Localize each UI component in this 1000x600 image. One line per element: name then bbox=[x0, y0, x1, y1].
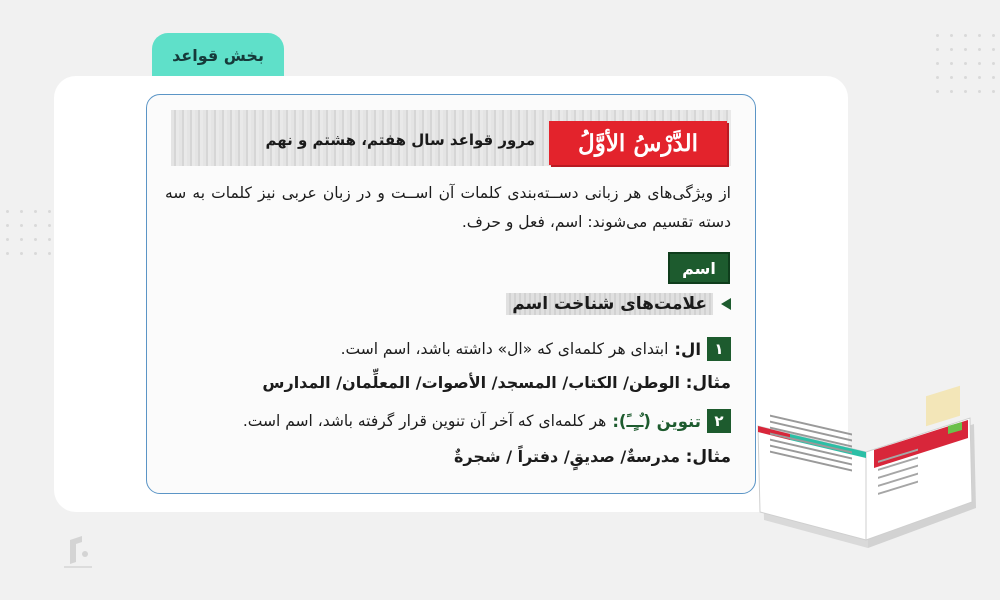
rule-example bbox=[454, 447, 731, 467]
brand-logo-icon bbox=[58, 532, 98, 572]
rule-number-badge: ۲ bbox=[707, 409, 731, 433]
decorative-dot bbox=[950, 48, 953, 51]
decorative-dot bbox=[34, 224, 37, 227]
decorative-dot bbox=[936, 62, 939, 65]
rule-example bbox=[262, 373, 731, 393]
rule-item bbox=[243, 409, 731, 433]
decorative-dot bbox=[964, 48, 967, 51]
triangle-bullet-icon bbox=[721, 298, 731, 310]
rule-item bbox=[341, 337, 731, 361]
example-label: مثال: bbox=[685, 373, 731, 393]
decorative-dot bbox=[978, 76, 981, 79]
example-text: الوطن/ الکتاب/ المسجد/ الأصوات/ المعلِّمان/ المدارس bbox=[262, 373, 681, 392]
decorative-dot bbox=[48, 252, 51, 255]
decorative-dot bbox=[992, 48, 995, 51]
decorative-dot bbox=[936, 34, 939, 37]
decorative-dot bbox=[6, 224, 9, 227]
decorative-dot bbox=[6, 252, 9, 255]
decorative-dot bbox=[978, 90, 981, 93]
decorative-dot bbox=[964, 34, 967, 37]
section-tab-label: بخش قواعد bbox=[172, 45, 264, 65]
decorative-dot bbox=[34, 238, 37, 241]
section-heading bbox=[506, 293, 731, 315]
decorative-dot bbox=[978, 48, 981, 51]
decorative-dot bbox=[20, 224, 23, 227]
example-text: مدرسةٌ/ صدیقٍ/ دفتراً / شجرةٌ bbox=[453, 447, 681, 466]
decorative-dot bbox=[6, 238, 9, 241]
open-book-illustration bbox=[750, 380, 980, 550]
decorative-dot bbox=[964, 90, 967, 93]
decorative-dot bbox=[978, 34, 981, 37]
section-title: علامت‌های شناخت اسم bbox=[506, 293, 713, 315]
decorative-dot bbox=[950, 76, 953, 79]
ism-label-box: اسم bbox=[668, 252, 730, 284]
decorative-dot bbox=[964, 62, 967, 65]
decorative-dot bbox=[20, 252, 23, 255]
intro-paragraph: از ویژگی‌های هر زبانی دســته‌بندی کلمات آن اســت و در زبان عربی نیز کلمات به سه دسته تقسیم می‌شوند: اسم، فعل و حرف. bbox=[165, 184, 731, 231]
decorative-dot bbox=[936, 48, 939, 51]
rule-text: ابتدای هر کلمه‌ای که «ال» داشته باشد، اسم است. bbox=[340, 340, 669, 358]
lesson-title: الدَّرْسُ الأوَّلُ bbox=[549, 121, 727, 165]
book-page-excerpt bbox=[146, 94, 756, 494]
rule-number-badge: ۱ bbox=[707, 337, 731, 361]
decorative-dot bbox=[936, 90, 939, 93]
decorative-dot bbox=[34, 210, 37, 213]
decorative-dot bbox=[950, 90, 953, 93]
decorative-dot bbox=[20, 238, 23, 241]
decorative-dot bbox=[978, 62, 981, 65]
section-tab[interactable] bbox=[152, 33, 284, 77]
decorative-dot bbox=[992, 34, 995, 37]
example-label: مثال: bbox=[685, 447, 731, 467]
lesson-subtitle: مرور قواعد سال هفتم، هشتم و نهم bbox=[265, 131, 535, 149]
decorative-dot bbox=[964, 76, 967, 79]
rule-term: تنوین (ـٌـٍـً): bbox=[612, 411, 701, 431]
rule-text: هر کلمه‌ای که آخر آن تنوین قرار گرفته باشد، اسم است. bbox=[242, 412, 607, 430]
decorative-dot bbox=[48, 224, 51, 227]
decorative-dot bbox=[950, 62, 953, 65]
decorative-dot bbox=[48, 210, 51, 213]
decorative-dot bbox=[936, 76, 939, 79]
decorative-dot bbox=[992, 62, 995, 65]
decorative-dot bbox=[48, 238, 51, 241]
decorative-dot bbox=[992, 76, 995, 79]
decorative-dot bbox=[34, 252, 37, 255]
rule-term: ال: bbox=[674, 339, 701, 359]
decorative-dot bbox=[6, 210, 9, 213]
decorative-dots-right bbox=[936, 34, 1000, 104]
decorative-dot bbox=[950, 34, 953, 37]
decorative-dot bbox=[992, 90, 995, 93]
decorative-dot bbox=[20, 210, 23, 213]
